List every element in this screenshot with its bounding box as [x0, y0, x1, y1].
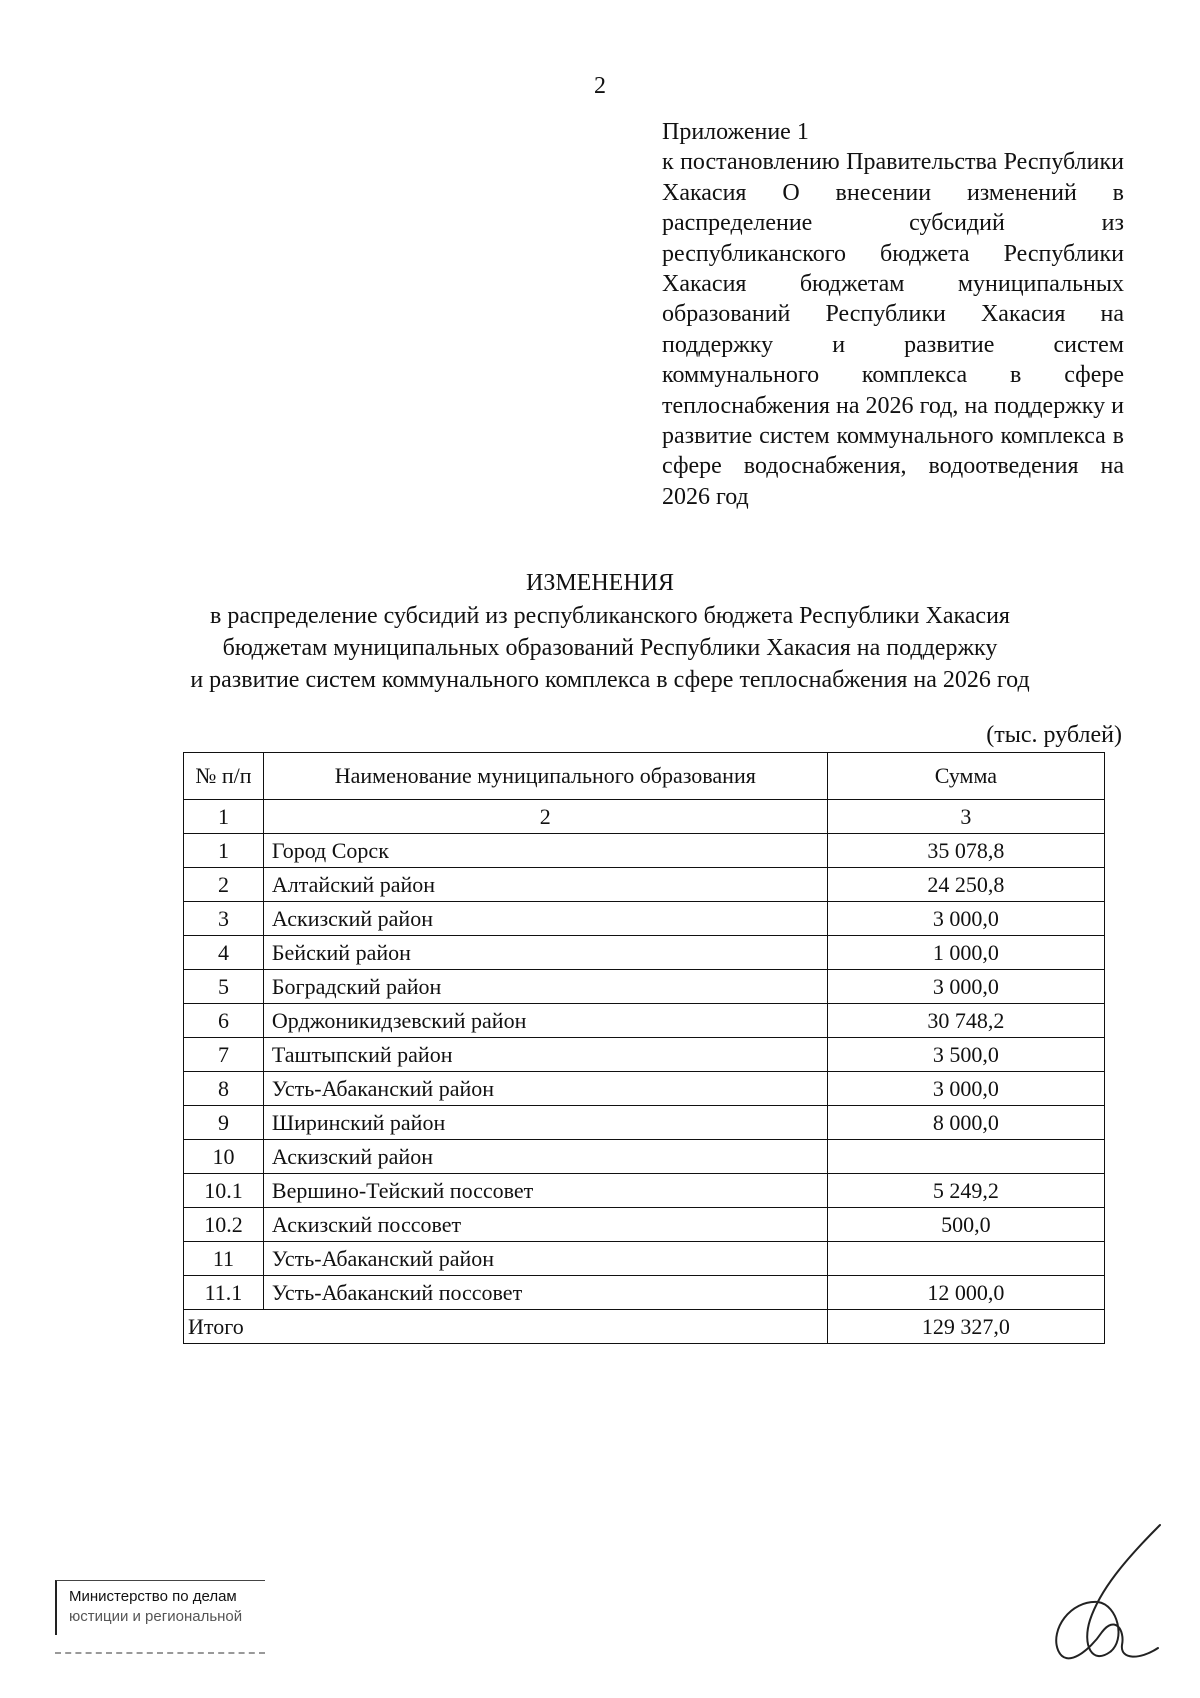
row-sum: 3 000,0	[827, 1072, 1104, 1106]
table-row	[184, 902, 1105, 936]
subtitle-line: и развитие систем коммунального комплекса в сфере теплоснабжения на 2026 год	[190, 667, 1030, 693]
row-name: Аскизский поссовет	[263, 1208, 827, 1242]
table-row	[184, 936, 1105, 970]
row-number: 8	[184, 1072, 264, 1106]
row-sum: 12 000,0	[827, 1276, 1104, 1310]
column-number: 1	[184, 800, 264, 834]
row-name: Бейский район	[263, 936, 827, 970]
row-name: Город Сорск	[263, 834, 827, 868]
total-sum: 129 327,0	[827, 1310, 1104, 1344]
row-name: Орджоникидзевский район	[263, 1004, 827, 1038]
table-row	[184, 1140, 1105, 1174]
row-sum: 3 000,0	[827, 970, 1104, 1004]
table-row	[184, 1072, 1105, 1106]
row-sum: 500,0	[827, 1208, 1104, 1242]
row-sum: 30 748,2	[827, 1004, 1104, 1038]
row-sum: 5 249,2	[827, 1174, 1104, 1208]
header-sum: Сумма	[827, 753, 1104, 800]
row-name: Таштыпский район	[263, 1038, 827, 1072]
page-number: 2	[594, 73, 606, 99]
row-name: Усть-Абаканский район	[263, 1072, 827, 1106]
table-row	[184, 1004, 1105, 1038]
row-sum: 24 250,8	[827, 868, 1104, 902]
row-number: 10.2	[184, 1208, 264, 1242]
row-number: 6	[184, 1004, 264, 1038]
table-row	[184, 1208, 1105, 1242]
stamp-line: юстиции и региональной	[69, 1608, 243, 1625]
row-sum: 8 000,0	[827, 1106, 1104, 1140]
signature-icon	[1030, 1520, 1180, 1670]
ministry-stamp	[55, 1580, 265, 1635]
table-row	[184, 1174, 1105, 1208]
total-label: Итого	[184, 1310, 828, 1344]
document-subtitle	[140, 600, 1080, 696]
stamp-line: Министерство по делам	[69, 1588, 237, 1605]
row-number: 1	[184, 834, 264, 868]
table-row	[184, 1242, 1105, 1276]
subsidy-table	[183, 752, 1105, 1344]
column-number-row	[184, 800, 1105, 834]
row-name: Ширинский район	[263, 1106, 827, 1140]
table-row	[184, 1106, 1105, 1140]
total-row	[184, 1310, 1105, 1344]
stamp-divider	[55, 1652, 265, 1654]
document-heading: ИЗМЕНЕНИЯ	[525, 570, 675, 596]
row-name: Аскизский район	[263, 1140, 827, 1174]
row-number: 7	[184, 1038, 264, 1072]
appendix-text: к постановлению Правительства Республики Хакасия О внесении изменений в распределение субсидий из республиканского бюджета Республики Хакасия бюджетам муниципальных образований Республики Хакасия на поддержку и развитие систем коммунального комплекса в сфере теплоснабжения на 2026 год, на поддержку и развитие систем коммунального комплекса в сфере водоснабжения, водоотведения на 2026 год	[662, 149, 1124, 510]
row-number: 11	[184, 1242, 264, 1276]
row-sum: 1 000,0	[827, 936, 1104, 970]
row-sum	[827, 1140, 1104, 1174]
row-name: Усть-Абаканский район	[263, 1242, 827, 1276]
table-row	[184, 1038, 1105, 1072]
row-number: 5	[184, 970, 264, 1004]
row-name: Усть-Абаканский поссовет	[263, 1276, 827, 1310]
units-label: (тыс. рублей)	[986, 722, 1122, 748]
row-name: Вершино-Тейский поссовет	[263, 1174, 827, 1208]
table-row	[184, 834, 1105, 868]
subtitle-line: бюджетам муниципальных образований Республики Хакасия на поддержку	[222, 635, 998, 661]
row-sum: 3 500,0	[827, 1038, 1104, 1072]
table-row	[184, 1276, 1105, 1310]
column-number: 2	[263, 800, 827, 834]
appendix-block	[662, 117, 1124, 512]
subtitle-line: в распределение субсидий из республиканского бюджета Республики Хакасия	[210, 603, 1010, 629]
table-row	[184, 868, 1105, 902]
appendix-title: Приложение 1	[662, 119, 809, 145]
row-name: Алтайский район	[263, 868, 827, 902]
header-name: Наименование муниципального образования	[263, 753, 827, 800]
table-header-row	[184, 753, 1105, 800]
row-number: 4	[184, 936, 264, 970]
row-number: 3	[184, 902, 264, 936]
row-name: Боградский район	[263, 970, 827, 1004]
row-name: Аскизский район	[263, 902, 827, 936]
row-number: 10	[184, 1140, 264, 1174]
row-number: 10.1	[184, 1174, 264, 1208]
row-sum	[827, 1242, 1104, 1276]
row-number: 11.1	[184, 1276, 264, 1310]
table-row	[184, 970, 1105, 1004]
header-number: № п/п	[184, 753, 264, 800]
row-number: 2	[184, 868, 264, 902]
row-sum: 35 078,8	[827, 834, 1104, 868]
row-number: 9	[184, 1106, 264, 1140]
row-sum: 3 000,0	[827, 902, 1104, 936]
column-number: 3	[827, 800, 1104, 834]
